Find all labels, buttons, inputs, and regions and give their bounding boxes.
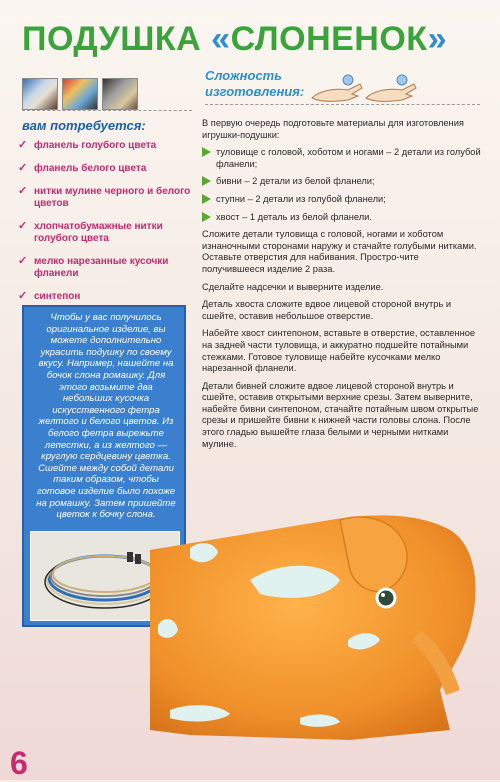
difficulty-heading: [205, 68, 304, 100]
material-thumbnails: [22, 78, 138, 110]
parts-list-item: [202, 212, 482, 224]
triangle-bullet-icon: [202, 147, 211, 157]
list-item: [18, 221, 198, 245]
paragraph: Сложите детали туловища с головой, ногами и хоботом изнаночными сторонами наружу и стачайте голубыми нитками. Оставьте отверстия для набивания. Простро-чите получившееся изделие 2 раза.: [202, 229, 477, 274]
title-open-quote: «: [211, 20, 231, 58]
list-item: [18, 186, 198, 210]
paragraph: Детали бивней сложите вдвое лицевой стороной внутрь и сшейте, оставив открытыми верхние срезы. Затем выверните, набейте бивни синтепоном, стачайте потайным швом открытые срезы и пришейте бивни к нижней части головы слона. После этого гладью вышейте глаза белыми и черными нитками мулине.: [202, 380, 479, 449]
parts-list-item: [202, 176, 482, 188]
thumbnail-photo: [22, 78, 58, 110]
list-item: [18, 163, 198, 175]
parts-list-label: туловище с головой, хоботом и ногами – 2 детали из голубой фланели;: [216, 147, 481, 169]
elephant-pillow-photo: [150, 490, 480, 745]
title-part1: ПОДУШКА: [22, 20, 212, 58]
triangle-bullet-icon: [202, 176, 211, 186]
checkmark-icon: ✓: [18, 139, 28, 151]
hand-icon: [366, 75, 416, 101]
parts-list-item: [202, 194, 482, 206]
parts-list-label: бивни – 2 детали из белой фланели;: [216, 176, 375, 187]
thumbnail-photo: [62, 78, 98, 110]
list-item-label: хлопчатобумажные нитки голубого цвета: [34, 221, 163, 244]
list-item-label: синтепон: [34, 291, 81, 302]
divider: [205, 104, 480, 105]
thumbnail-photo: [102, 78, 138, 110]
list-item: [18, 140, 198, 152]
list-item: [18, 256, 198, 280]
paragraph: Деталь хвоста сложите вдвое лицевой стороной внутрь и сшейте, оставив небольшое отверстие.: [202, 299, 452, 321]
checkmark-icon: ✓: [18, 255, 28, 267]
difficulty-line2: изготовления:: [205, 84, 305, 99]
triangle-bullet-icon: [202, 194, 211, 204]
page-number: 6: [10, 745, 28, 781]
list-item-label: мелко нарезанные кусочки фланели: [34, 256, 169, 279]
triangle-bullet-icon: [202, 212, 211, 222]
checkmark-icon: ✓: [18, 220, 28, 232]
difficulty-line1: Сложность: [205, 68, 282, 83]
materials-heading: вам потребуется:: [22, 118, 146, 133]
parts-list-label: ступни – 2 детали из голубой фланели;: [216, 193, 386, 204]
divider: [22, 110, 192, 111]
materials-list: [18, 140, 198, 314]
page-title: [22, 20, 447, 59]
checkmark-icon: ✓: [18, 162, 28, 174]
title-word: СЛОНЕНОК: [230, 20, 428, 58]
intro-paragraph: В первую очередь подготовьте материалы для изготовления игрушки-подушки:: [202, 118, 464, 140]
hand-icon: [312, 75, 362, 101]
list-item-label: фланель голубого цвета: [34, 140, 157, 151]
tip-text: Чтобы у вас получилось оригинальное изделие, вы можете дополнительно украсить подушку по своему вкусу. Например, нашейте на бочок слона ромашку. Для этого возьмите два небольших кусочка искусственного фетра желтого и белого цветов. Из белого фетра вырежьте лепестки, а из желтого — круглую сердцевину цветка. Сшейте между собой детали таким образом, чтобы готовое изделие было похоже на ромашку. Затем пришейте цветок к бочку слона.: [36, 312, 176, 521]
list-item-label: нитки мулине черного и белого цветов: [34, 186, 191, 209]
list-item-label: фланель белого цвета: [34, 163, 147, 174]
instructions-text: [202, 118, 482, 456]
paragraph: Набейте хвост синтепоном, вставьте в отверстие, оставленное на задней части туловища, и аккуратно подшейте потайными стежками. Готовое туловище набейте кусочками мелко нарезанной фланели.: [202, 328, 476, 374]
title-close-quote: »: [427, 20, 447, 58]
parts-list-label: хвост – 1 деталь из белой фланели.: [216, 211, 372, 222]
checkmark-icon: ✓: [18, 185, 28, 197]
list-item: [18, 291, 198, 303]
parts-list-item: [202, 147, 482, 170]
checkmark-icon: ✓: [18, 290, 28, 302]
paragraph: Сделайте надсечки и выверните изделие.: [202, 281, 384, 292]
